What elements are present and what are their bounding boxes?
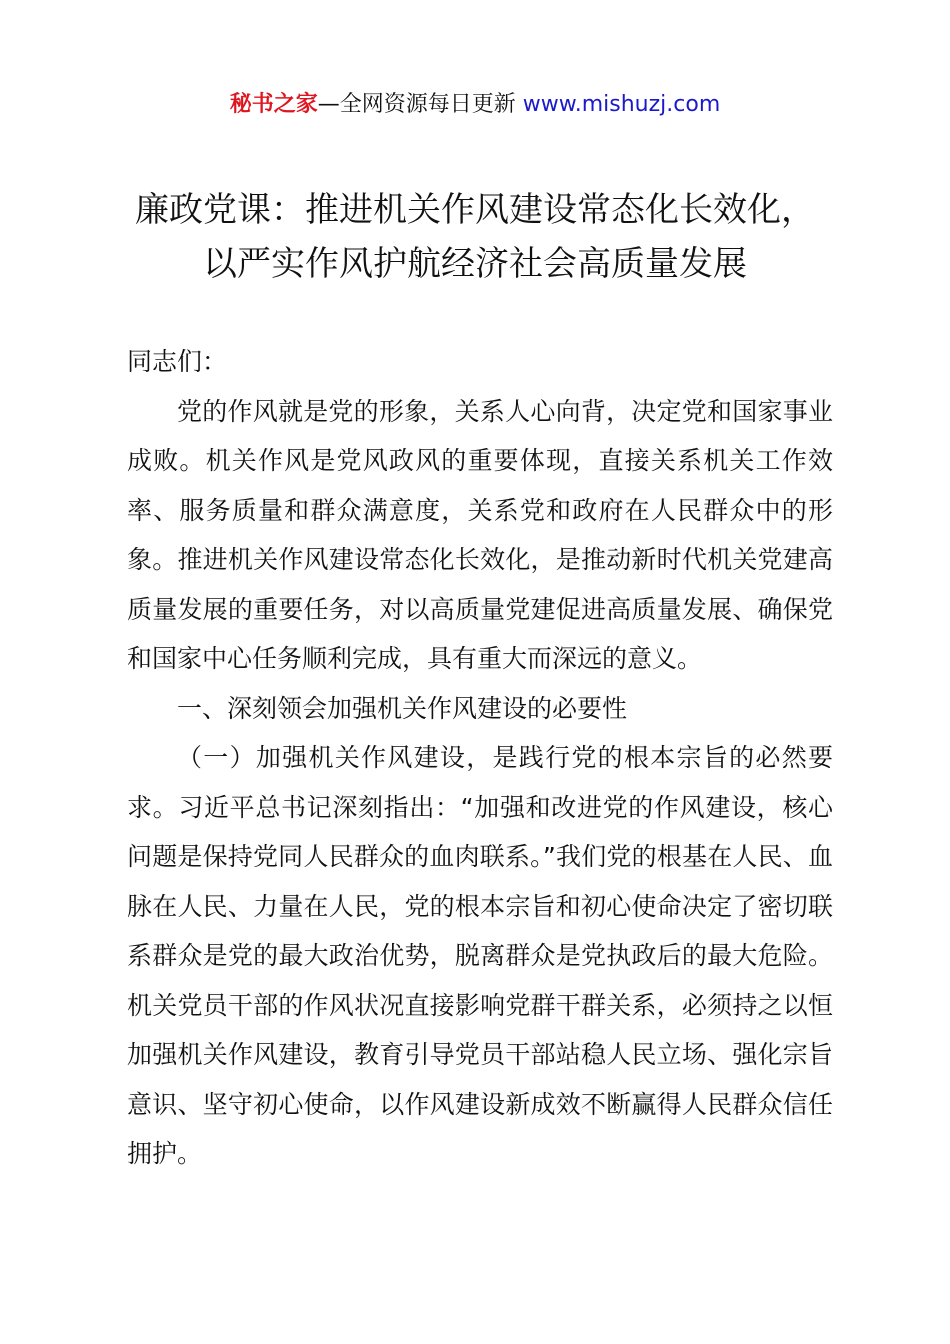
- header-slogan: —全网资源每日更新: [317, 92, 523, 117]
- document-body: [127, 337, 833, 1179]
- document-title: [0, 183, 950, 291]
- section-heading-1: 一、深刻领会加强机关作风建设的必要性: [177, 693, 628, 723]
- brand-name: 秘书之家: [229, 92, 318, 117]
- greeting: 同志们：: [127, 347, 228, 376]
- title-line-2: 以严实作风护航经济社会高质量发展: [203, 244, 747, 284]
- paragraph-intro: 党的作风就是党的形象，关系人心向背，决定党和国家事业成败。机关作风是党风政风的重要体现，直接关系机关工作效率、服务质量和群众满意度，关系党和政府在人民群众中的形象。推进机关作风建设常态化长效化，是推动新时代机关党建高质量发展的重要任务，对以高质量党建促进高质量发展、确保党和国家中心任务顺利完成，具有重大而深远的意义。: [127, 396, 833, 673]
- website-link[interactable]: www.mishuzj.com: [522, 92, 721, 117]
- page-header: [0, 88, 950, 122]
- paragraph-section-1-1: （一）加强机关作风建设，是践行党的根本宗旨的必然要求。习近平总书记深刻指出：“加强和改进党的作风建设，核心问题是保持党同人民群众的血肉联系。”我们党的根基在人民、血脉在人民、力量在人民，党的根本宗旨和初心使命决定了密切联系群众是党的最大政治优势，脱离群众是党执政后的最大危险。机关党员干部的作风状况直接影响党群干群关系，必须持之以恒加强机关作风建设，教育引导党员干部站稳人民立场、强化宗旨意识、坚守初心使命，以作风建设新成效不断赢得人民群众信任拥护。: [127, 743, 833, 1168]
- title-line-1: 廉政党课：推进机关作风建设常态化长效化，: [135, 190, 815, 230]
